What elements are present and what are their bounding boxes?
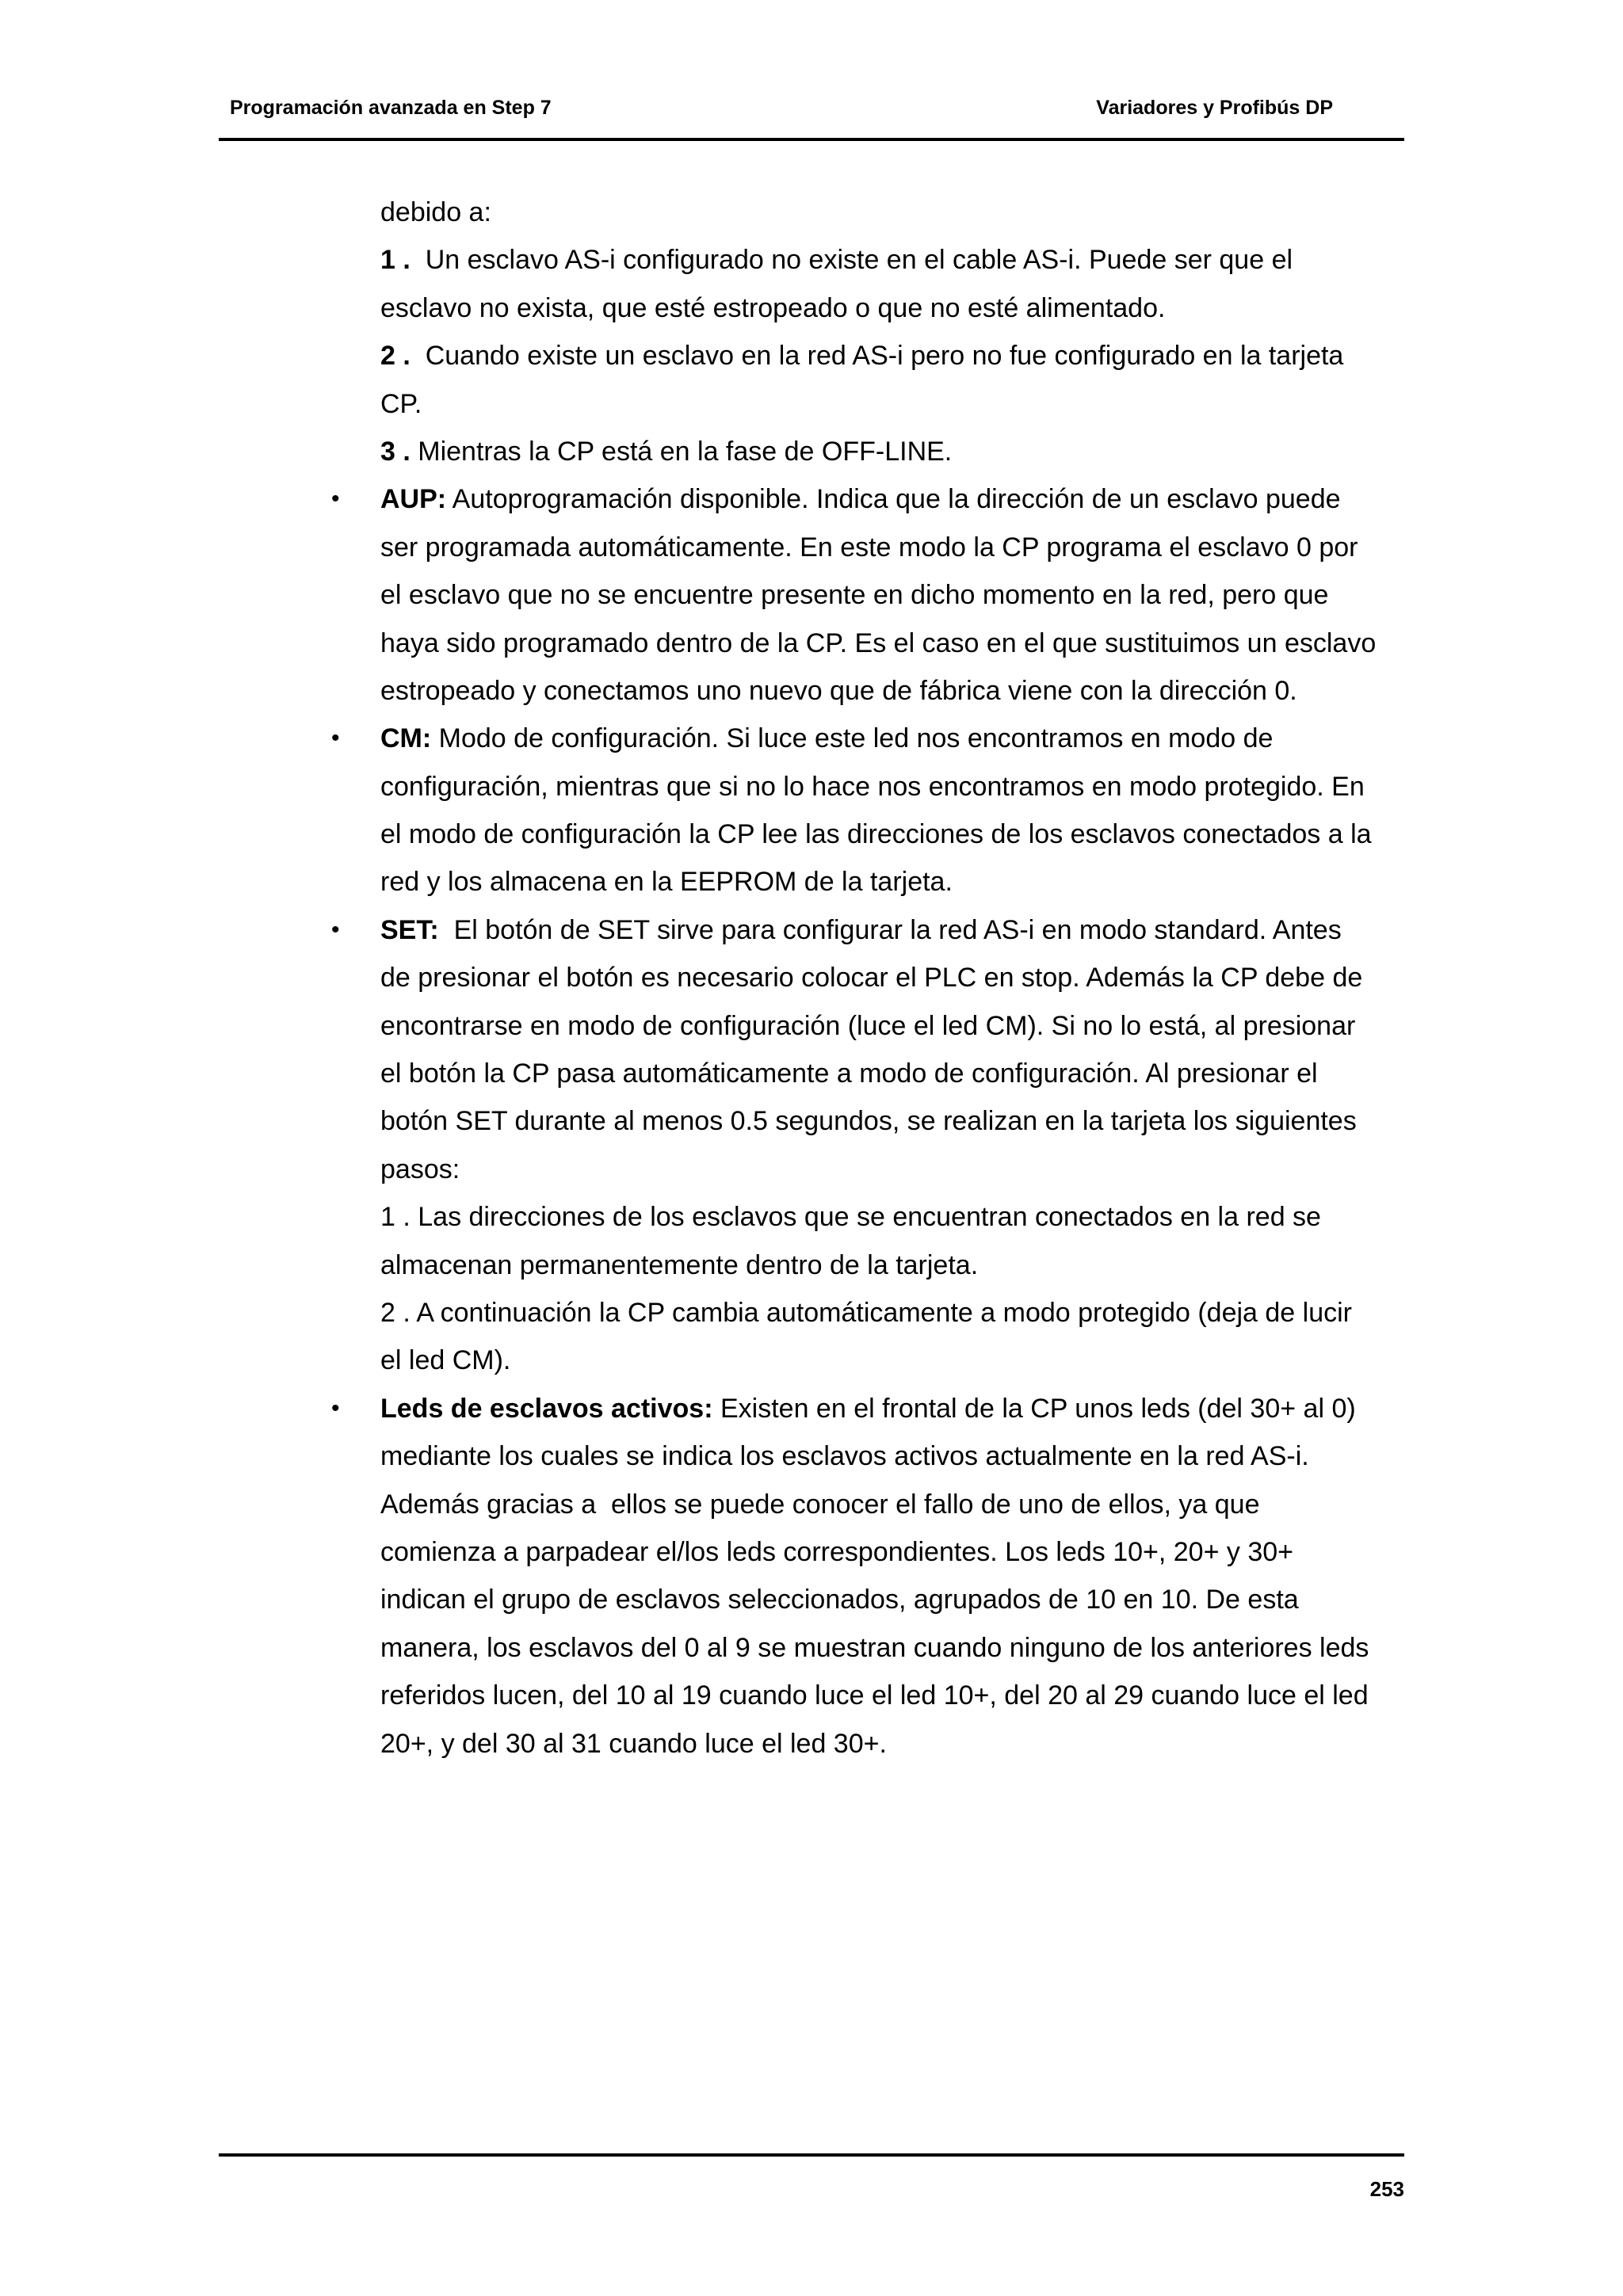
text-line: estropeado y conectamos uno nuevo que de fábrica viene con la dirección 0.: [380, 675, 1297, 706]
bullet-icon: •: [331, 725, 340, 752]
term-description: Existen en el frontal de la CP unos leds (del 30+ al 0): [712, 1393, 1356, 1424]
header-chapter-title: Variadores y Profibús DP: [1096, 97, 1333, 119]
bullet-cm: [331, 715, 1411, 762]
list-item-1: [380, 236, 1411, 284]
text-line: configuración, mientras que si no lo hace nos encontramos en modo protegido. En: [380, 771, 1365, 802]
header-rule: [219, 138, 1404, 141]
text-line: 20+, y del 30 al 31 cuando luce el led 30+.: [380, 1728, 887, 1759]
term-cm: CM:: [380, 723, 432, 754]
bullet-icon: •: [331, 1394, 340, 1421]
text-line: referidos lucen, del 10 al 19 cuando luce el led 10+, del 20 al 29 cuando luce el led: [380, 1680, 1369, 1711]
term-set: SET:: [380, 914, 439, 945]
text-line: pasos:: [380, 1154, 460, 1184]
term-description: El botón de SET sirve para configurar la red AS-i en modo standard. Antes: [438, 914, 1342, 945]
list-text: Mientras la CP está en la fase de OFF-LINE.: [410, 436, 953, 467]
term-aup: AUP:: [380, 484, 447, 515]
text-line: 1 . Las direcciones de los esclavos que se encuentran conectados en la red se: [380, 1202, 1321, 1233]
text-line: ser programada automáticamente. En este modo la CP programa el esclavo 0 por: [380, 532, 1358, 563]
footer-rule: [219, 2153, 1404, 2157]
text-line: esclavo no exista, que esté estropeado o que no esté alimentado.: [380, 292, 1166, 323]
bullet-icon: •: [331, 916, 340, 943]
bullet-leds: [331, 1385, 1411, 1432]
text-line: 2 . A continuación la CP cambia automáticamente a modo protegido (deja de lucir: [380, 1297, 1352, 1328]
page-body: [331, 189, 1411, 1768]
list-text: Cuando existe un esclavo en la red AS-i pero no fue configurado en la tarjeta: [410, 341, 1344, 372]
text-line: botón SET durante al menos 0.5 segundos, se realizan en la tarjeta los siguientes: [380, 1106, 1357, 1137]
bullet-aup: [331, 475, 1411, 523]
running-header: [219, 97, 1404, 122]
text-line: Además gracias a ellos se puede conocer el fallo de uno de ellos, ya que: [380, 1489, 1260, 1520]
text-line: CP.: [380, 388, 422, 419]
page-number: 253: [1369, 2177, 1404, 2201]
list-number: 1 .: [380, 245, 411, 276]
text-line: el esclavo que no se encuentre presente en dicho momento en la red, pero que: [380, 580, 1329, 611]
text-line: el modo de configuración la CP lee las direcciones de los esclavos conectados a la: [380, 819, 1372, 850]
list-number: 3 .: [380, 436, 411, 467]
text-line: mediante los cuales se indica los esclavos activos actualmente en la red AS-i.: [380, 1441, 1309, 1472]
term-leds: Leds de esclavos activos:: [380, 1393, 713, 1424]
list-item-3: [380, 428, 1411, 475]
text-line: haya sido programado dentro de la CP. Es el caso en el que sustituimos un esclavo: [380, 627, 1377, 658]
term-description: Autoprogramación disponible. Indica que la dirección de un esclavo puede: [446, 484, 1341, 515]
text-line: comienza a parpadear el/los leds correspondientes. Los leds 10+, 20+ y 30+: [380, 1536, 1294, 1567]
list-item-2: [380, 332, 1411, 379]
term-description: Modo de configuración. Si luce este led nos encontramos en modo de: [431, 723, 1274, 754]
list-number: 2 .: [380, 341, 411, 372]
bullet-set: [331, 906, 1411, 954]
text-line: el botón la CP pasa automáticamente a modo de configuración. Al presionar el: [380, 1058, 1318, 1089]
bullet-icon: •: [331, 486, 340, 513]
text-line: indican el grupo de esclavos seleccionados, agrupados de 10 en 10. De esta: [380, 1585, 1299, 1615]
text-line: manera, los esclavos del 0 al 9 se muestran cuando ninguno de los anteriores leds: [380, 1632, 1369, 1663]
text-line: debido a:: [380, 197, 491, 227]
text-line: encontrarse en modo de configuración (luce el led CM). Si no lo está, al presionar: [380, 1010, 1356, 1041]
text-line: red y los almacena en la EEPROM de la tarjeta.: [380, 867, 953, 898]
text-line: de presionar el botón es necesario colocar el PLC en stop. Además la CP debe de: [380, 963, 1363, 994]
text-line: el led CM).: [380, 1345, 511, 1376]
list-text: Un esclavo AS-i configurado no existe en el cable AS-i. Puede ser que el: [410, 245, 1293, 276]
header-book-title: Programación avanzada en Step 7: [230, 97, 552, 119]
text-line: almacenan permanentemente dentro de la tarjeta.: [380, 1249, 979, 1280]
